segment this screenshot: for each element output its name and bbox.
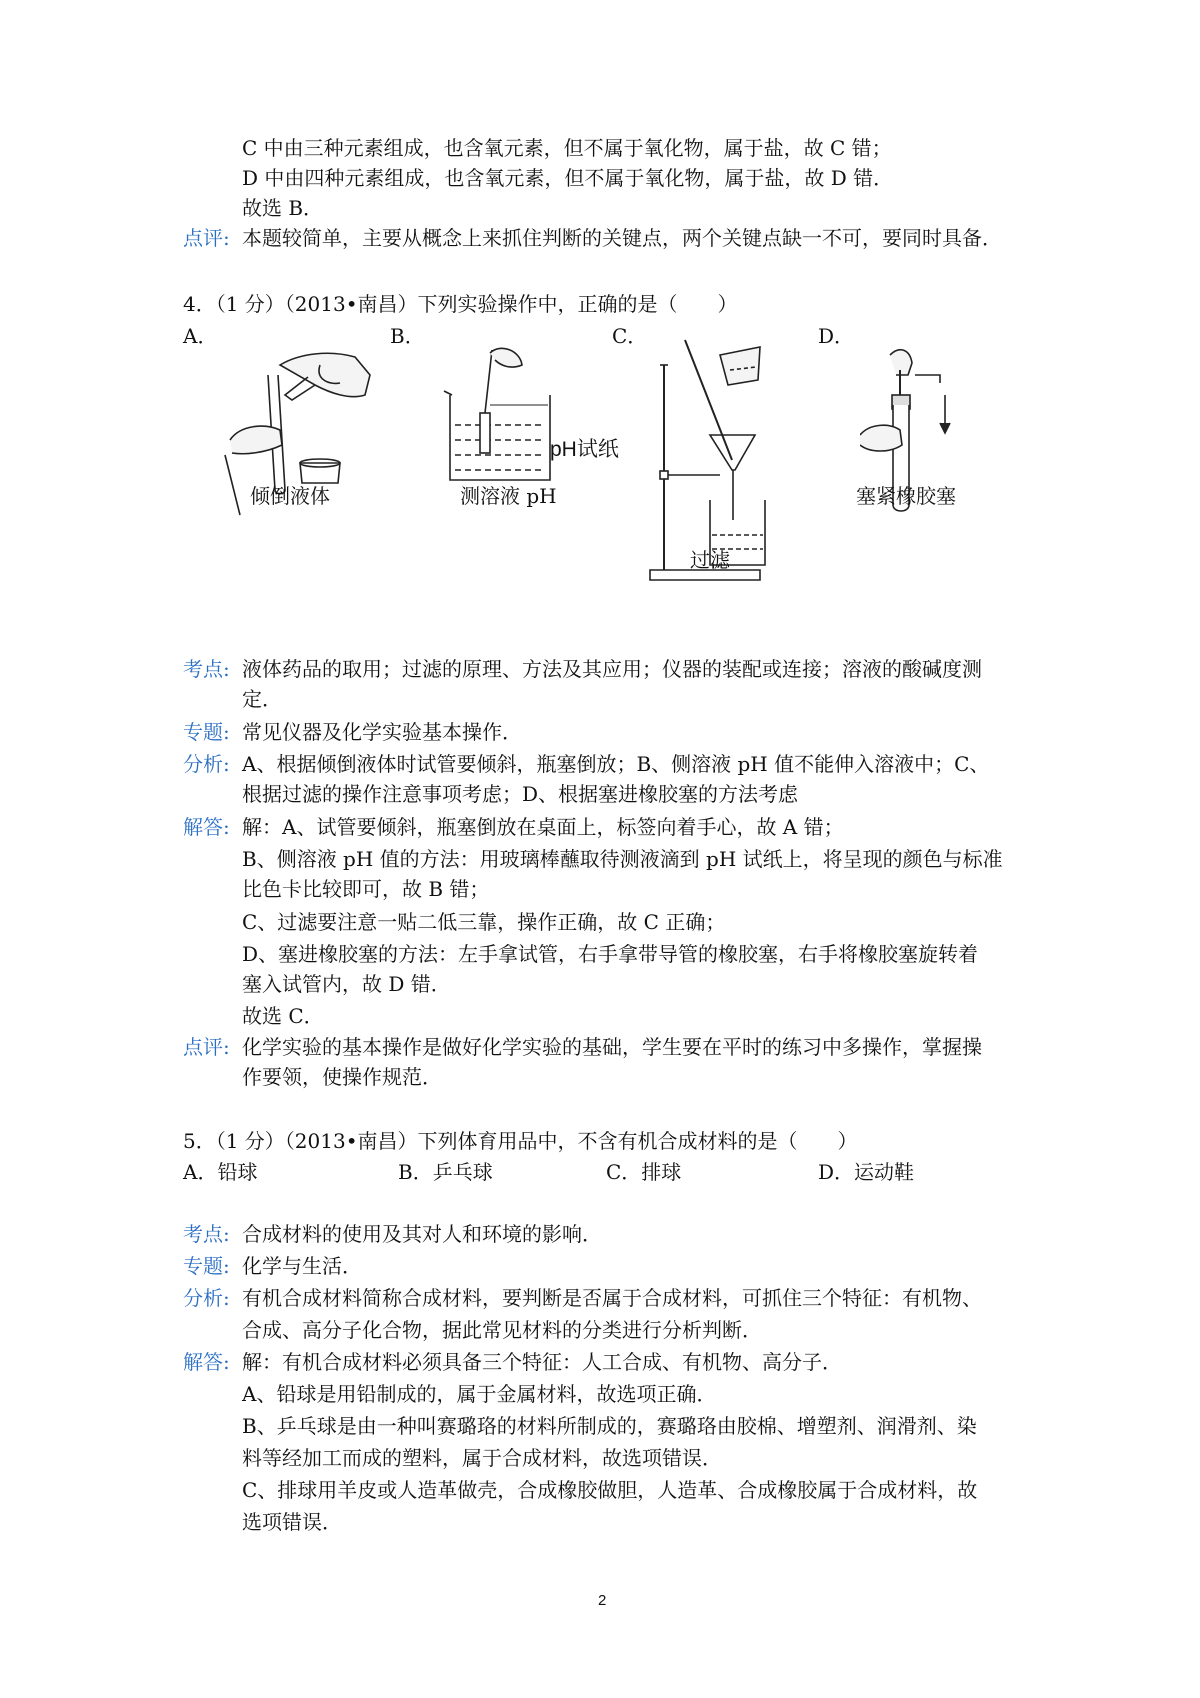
q4-option-d: D． xyxy=(818,324,855,348)
q5-zhuanti: 化学与生活． xyxy=(242,1254,362,1278)
q4-dianping-label: 点评: xyxy=(183,1035,230,1059)
q4-option-c: C． xyxy=(612,324,648,348)
prev-line-1: C 中由三种元素组成，也含氧元素，但不属于氧化物，属于盐，故 C 错； xyxy=(242,136,892,160)
q5-jieda-line-2: A、铅球是用铅制成的，属于金属材料，故选项正确． xyxy=(242,1382,717,1406)
q4-jieda-label: 解答: xyxy=(183,815,230,839)
q5-jieda-line-4: 料等经加工而成的塑料，属于合成材料，故选项错误． xyxy=(242,1446,722,1470)
page-number: 2 xyxy=(598,1592,607,1609)
q4-jieda-line-1: 解：A、试管要倾斜，瓶塞倒放在桌面上，标签向着手心，故 A 错； xyxy=(242,815,844,839)
caption-c: 过滤 xyxy=(690,548,730,572)
q4-jieda-line-3: 比色卡比较即可，故 B 错； xyxy=(242,877,490,901)
q5-jieda-line-6: 选项错误． xyxy=(242,1510,342,1534)
q5-jieda-line-1: 解：有机合成材料必须具备三个特征：人工合成、有机物、高分子． xyxy=(242,1350,842,1374)
q4-fenxi-line-2: 根据过滤的操作注意事项考虑；D、根据塞进橡胶塞的方法考虑 xyxy=(242,782,799,806)
q4-kaodian-line-2: 定． xyxy=(242,687,282,711)
q5-kaodian-label: 考点: xyxy=(183,1222,230,1246)
q5-fenxi-label: 分析: xyxy=(183,1286,230,1310)
q5-fenxi-line-2: 合成、高分子化合物，据此常见材料的分类进行分析判断． xyxy=(242,1318,762,1342)
q5-option-d: D．运动鞋 xyxy=(818,1160,915,1184)
q4-kaodian-line-1: 液体药品的取用；过滤的原理、方法及其应用；仪器的装配或连接；溶液的酸碱度测 xyxy=(242,657,982,681)
q5-option-a: A．铅球 xyxy=(183,1160,258,1184)
q5-option-c: C．排球 xyxy=(606,1160,682,1184)
prev-line-3: 故选 B． xyxy=(242,196,324,220)
q5-fenxi-line-1: 有机合成材料简称合成材料，要判断是否属于合成材料，可抓住三个特征：有机物、 xyxy=(242,1286,982,1310)
caption-d: 塞紧橡胶塞 xyxy=(856,484,956,508)
prev-comment-text: 本题较简单，主要从概念上来抓住判断的关键点，两个关键点缺一不可，要同时具备． xyxy=(242,226,1002,250)
q4-option-b: B． xyxy=(390,324,425,348)
q4-zhuanti-label: 专题: xyxy=(183,720,230,744)
q4-option-a: A． xyxy=(183,324,218,348)
q5-stem: 5．（1 分）（2013•南昌）下列体育用品中，不含有机合成材料的是（ ） xyxy=(183,1129,858,1153)
caption-b: 测溶液 pH xyxy=(460,484,557,508)
q4-jieda-line-7: 故选 C． xyxy=(242,1004,324,1028)
ph-paper-label: pH试纸 xyxy=(550,438,619,461)
q5-option-b: B．乒乓球 xyxy=(398,1160,493,1184)
q4-dianping-line-1: 化学实验的基本操作是做好化学实验的基础，学生要在平时的练习中多操作，掌握操 xyxy=(242,1035,982,1059)
q4-fenxi-label: 分析: xyxy=(183,752,230,776)
q4-dianping-line-2: 作要领，使操作规范． xyxy=(242,1065,442,1089)
q4-jieda-line-5: D、塞进橡胶塞的方法：左手拿试管，右手拿带导管的橡胶塞，右手将橡胶塞旋转着 xyxy=(242,942,979,966)
q5-jieda-line-3: B、乒乓球是由一种叫赛璐珞的材料所制成的，赛璐珞由胶棉、增塑剂、润滑剂、染 xyxy=(242,1414,977,1438)
caption-a: 倾倒液体 xyxy=(250,484,330,508)
q4-jieda-line-6: 塞入试管内，故 D 错． xyxy=(242,972,451,996)
q5-jieda-line-5: C、排球用羊皮或人造革做壳，合成橡胶做胆，人造革、合成橡胶属于合成材料，故 xyxy=(242,1478,978,1502)
figure-b-ph-test xyxy=(430,345,580,485)
q4-jieda-line-2: B、侧溶液 pH 值的方法：用玻璃棒蘸取待测液滴到 pH 试纸上，将呈现的颜色与标准 xyxy=(242,847,1003,871)
q5-jieda-label: 解答: xyxy=(183,1350,230,1374)
q4-jieda-line-4: C、过滤要注意一贴二低三靠，操作正确，故 C 正确； xyxy=(242,910,726,934)
q5-zhuanti-label: 专题: xyxy=(183,1254,230,1278)
prev-comment-label: 点评: xyxy=(183,226,230,250)
q4-zhuanti: 常见仪器及化学实验基本操作． xyxy=(242,720,522,744)
q4-stem: 4．（1 分）（2013•南昌）下列实验操作中，正确的是（ ） xyxy=(183,292,738,316)
q5-kaodian: 合成材料的使用及其对人和环境的影响． xyxy=(242,1222,602,1246)
figure-c-filtration xyxy=(640,335,820,585)
q4-fenxi-line-1: A、根据倾倒液体时试管要倾斜，瓶塞倒放；B、侧溶液 pH 值不能伸入溶液中；C、 xyxy=(242,752,990,776)
q4-kaodian-label: 考点: xyxy=(183,657,230,681)
prev-line-2: D 中由四种元素组成，也含氧元素，但不属于氧化物，属于盐，故 D 错． xyxy=(242,166,894,190)
